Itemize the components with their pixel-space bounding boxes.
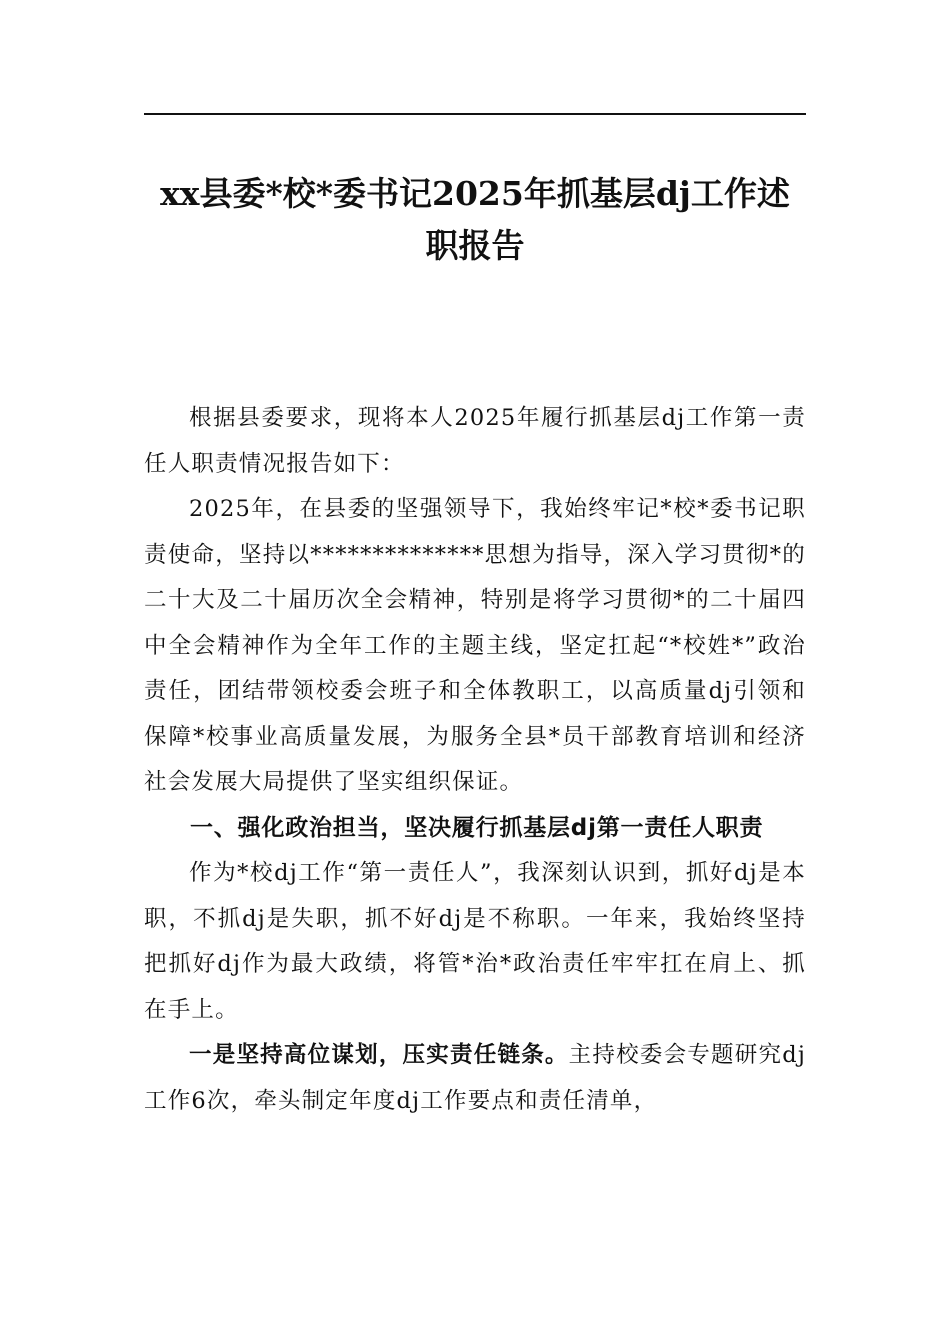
overview-paragraph: 2025年，在县委的坚强领导下，我始终牢记*校*委书记职责使命，坚持以**************思想为指导，深入学习贯彻*的二十大及二十届历次全会精神，特别是将学习贯彻*的二十届四中全会精神作为全年工作的主题主线，坚定扛起“*校姓*”政治责任，团结带领校委会班子和全体教职工，以高质量dj引领和保障*校事业高质量发展，为服务全县*员干部教育培训和经济社会发展大局提供了坚实组织保证。 [144,496,806,795]
title-line-1: xx县委*校*委书记2025年抓基层dj工作述 [160,174,790,213]
intro-paragraph: 根据县委要求，现将本人2025年履行抓基层dj工作第一责任人职责情况报告如下： [144,405,806,477]
point-paragraph [144,1033,806,1124]
title-line-2: 职报告 [425,226,525,265]
point-lead: 一是坚持高位谋划，压实责任链条。 [189,1042,569,1068]
document-title [144,168,806,272]
header-rule [144,113,806,115]
point-body: 主持校委会专题研究dj工作6次，牵头制定年度dj工作要点和责任清单， [144,1042,806,1114]
section-body-paragraph: 作为*校dj工作“第一责任人”，我深刻认识到，抓好dj是本职，不抓dj是失职，抓不好dj是不称职。一年来，我始终坚持把抓好dj作为最大政绩，将管*治*政治责任牢牢扛在肩上、抓在手上。 [144,860,806,1023]
document-body [144,396,806,1124]
section-heading: 一、强化政治担当，坚决履行抓基层dj第一责任人职责 [190,814,764,841]
